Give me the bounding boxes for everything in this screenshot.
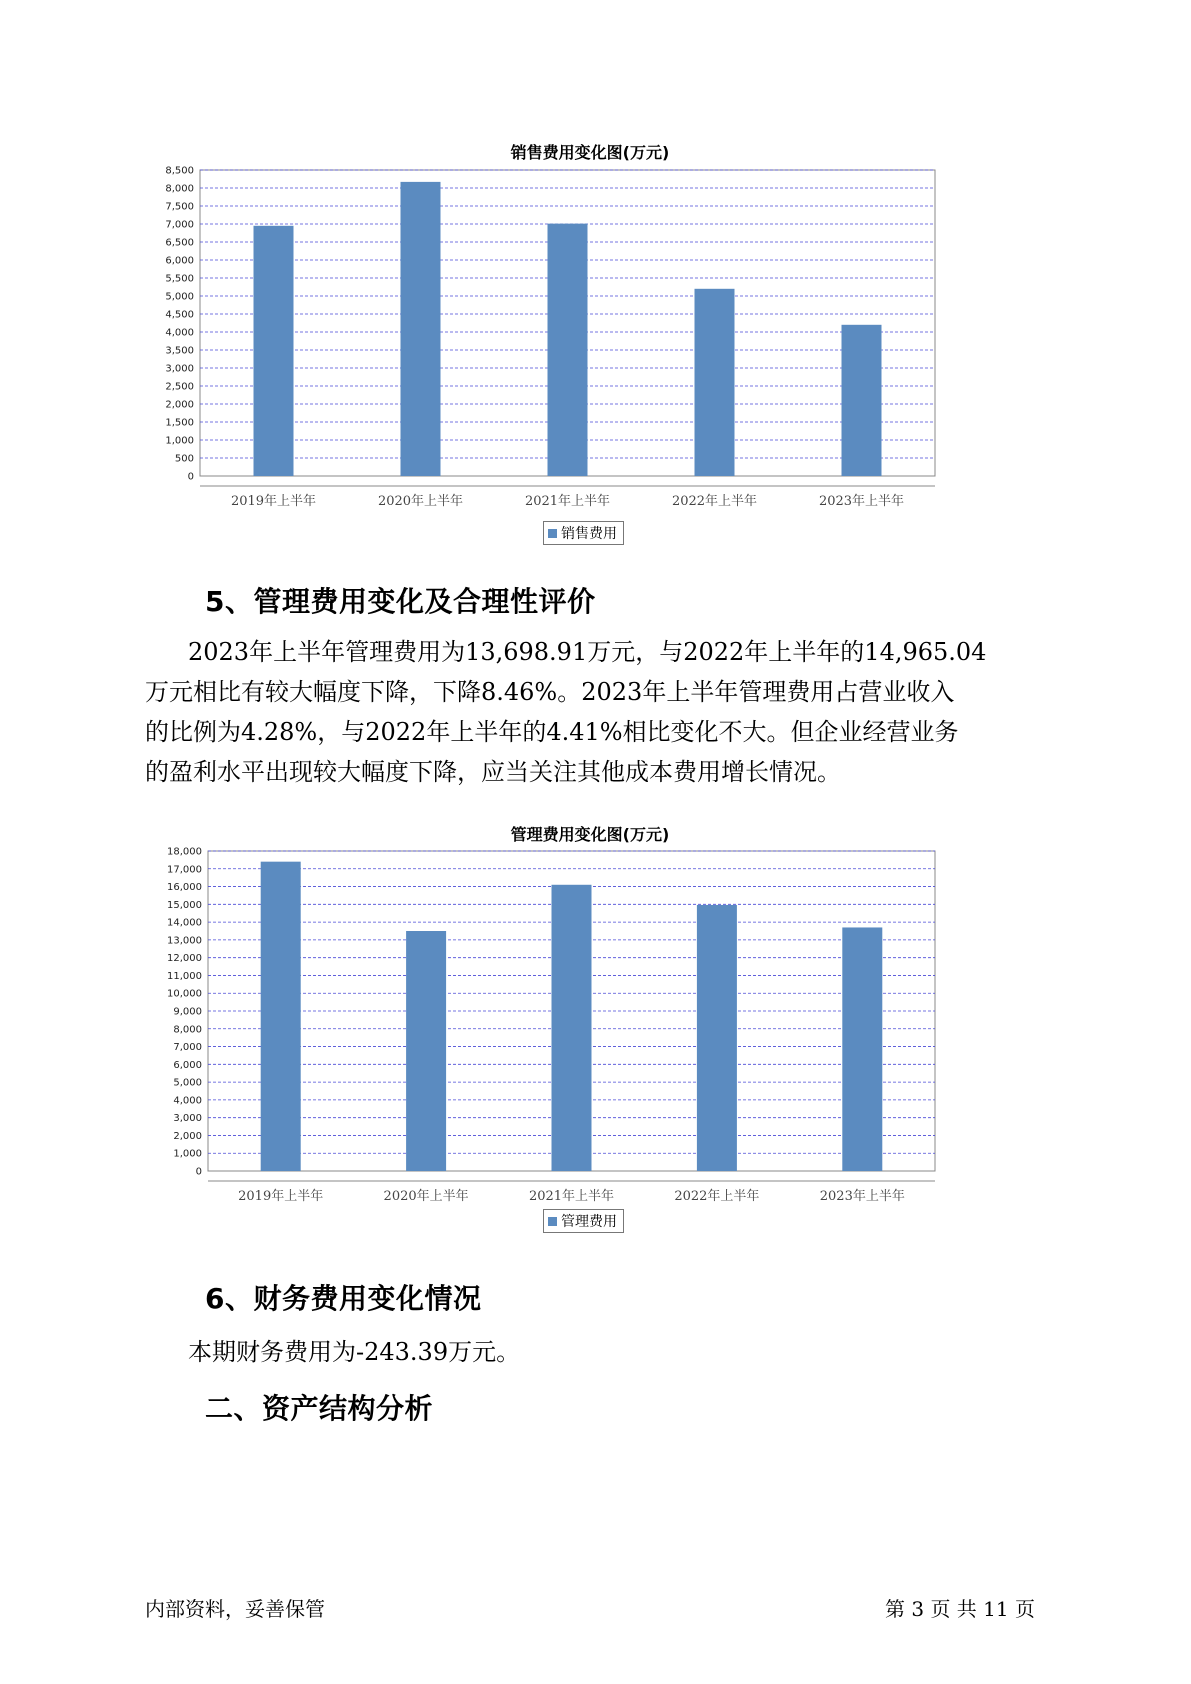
y-tick-label: 6,000	[165, 255, 194, 267]
paragraph-line: 的比例为4.28%，与2022年上半年的4.41%相比变化不大。但企业经营业务	[145, 718, 959, 746]
y-tick-label: 4,500	[165, 309, 194, 321]
x-tick-label: 2023年上半年	[818, 494, 905, 509]
x-tick-label: 2021年上半年	[528, 1189, 615, 1204]
bar	[842, 927, 882, 1171]
chart-title: 销售费用变化图(万元)	[510, 143, 670, 162]
y-tick-label: 9,000	[173, 1006, 202, 1018]
y-tick-label: 7,500	[165, 201, 194, 213]
y-tick-label: 6,500	[165, 237, 194, 249]
y-tick-label: 2,000	[173, 1130, 202, 1142]
paragraph-line: 的盈利水平出现较大幅度下降，应当关注其他成本费用增长情况。	[145, 758, 841, 786]
y-tick-label: 1,500	[165, 417, 194, 429]
sales-expense-chart	[165, 140, 1010, 550]
bar	[254, 226, 294, 476]
y-tick-label: 8,000	[165, 183, 194, 195]
y-tick-label: 2,500	[165, 381, 194, 393]
y-tick-label: 500	[174, 453, 194, 465]
y-tick-label: 0	[187, 471, 194, 483]
y-tick-label: 14,000	[167, 917, 202, 929]
bar	[406, 931, 446, 1171]
legend-label: 销售费用	[561, 526, 617, 542]
y-tick-label: 17,000	[167, 864, 202, 876]
y-tick-label: 12,000	[167, 953, 202, 965]
y-tick-label: 4,000	[173, 1095, 202, 1107]
bar	[697, 905, 737, 1171]
y-tick-label: 8,500	[165, 165, 194, 177]
bar	[548, 224, 588, 476]
x-tick-label: 2019年上半年	[238, 1189, 324, 1204]
y-tick-label: 3,500	[165, 345, 194, 357]
y-tick-label: 1,000	[173, 1148, 202, 1160]
bar	[695, 289, 735, 476]
admin-expense-chart	[167, 822, 1010, 1242]
bar	[842, 325, 882, 476]
y-tick-label: 5,000	[165, 291, 194, 303]
chart-legend	[543, 1209, 624, 1233]
y-tick-label: 13,000	[167, 935, 202, 947]
y-tick-label: 0	[195, 1166, 202, 1178]
x-tick-label: 2022年上半年	[674, 1189, 760, 1204]
y-tick-label: 8,000	[173, 1024, 202, 1036]
x-tick-label: 2020年上半年	[377, 494, 464, 509]
y-tick-label: 16,000	[167, 882, 202, 894]
bar	[401, 182, 441, 476]
section-heading: 6、财务费用变化情况	[205, 1282, 482, 1315]
y-tick-label: 10,000	[167, 988, 202, 1000]
y-tick-label: 7,000	[173, 1042, 202, 1054]
footer-left: 内部资料，妥善保管	[145, 1597, 325, 1621]
y-tick-label: 5,500	[165, 273, 194, 285]
footer-page-number: 第 3 页 共 11 页	[885, 1597, 1035, 1621]
x-tick-label: 2019年上半年	[230, 494, 317, 509]
bar	[261, 862, 301, 1171]
section-heading: 二、资产结构分析	[205, 1392, 434, 1425]
paragraph-line: 万元相比有较大幅度下降，下降8.46%。2023年上半年管理费用占营业收入	[145, 678, 955, 706]
y-tick-label: 18,000	[167, 846, 202, 858]
y-tick-label: 7,000	[165, 219, 194, 231]
section-heading: 5、管理费用变化及合理性评价	[205, 585, 596, 618]
y-tick-label: 3,000	[173, 1113, 202, 1125]
x-tick-label: 2020年上半年	[383, 1189, 469, 1204]
x-tick-label: 2022年上半年	[671, 494, 758, 509]
legend-swatch	[548, 529, 557, 538]
x-tick-label: 2023年上半年	[819, 1189, 905, 1204]
paragraph-line: 本期财务费用为-243.39万元。	[188, 1338, 521, 1366]
chart-legend	[543, 521, 624, 545]
y-tick-label: 15,000	[167, 899, 202, 911]
bar-chart	[167, 846, 1010, 1217]
paragraph-line: 2023年上半年管理费用为13,698.91万元，与2022年上半年的14,965.04	[188, 638, 987, 666]
x-tick-label: 2021年上半年	[524, 494, 611, 509]
bar-chart	[165, 165, 1010, 530]
y-tick-label: 3,000	[165, 363, 194, 375]
bar	[552, 885, 592, 1171]
legend-label: 管理费用	[561, 1214, 617, 1230]
y-tick-label: 2,000	[165, 399, 194, 411]
y-tick-label: 4,000	[165, 327, 194, 339]
chart-title: 管理费用变化图(万元)	[510, 825, 670, 844]
y-tick-label: 5,000	[173, 1077, 202, 1089]
y-tick-label: 1,000	[165, 435, 194, 447]
legend-swatch	[548, 1217, 557, 1226]
y-tick-label: 11,000	[167, 970, 202, 982]
y-tick-label: 6,000	[173, 1059, 202, 1071]
